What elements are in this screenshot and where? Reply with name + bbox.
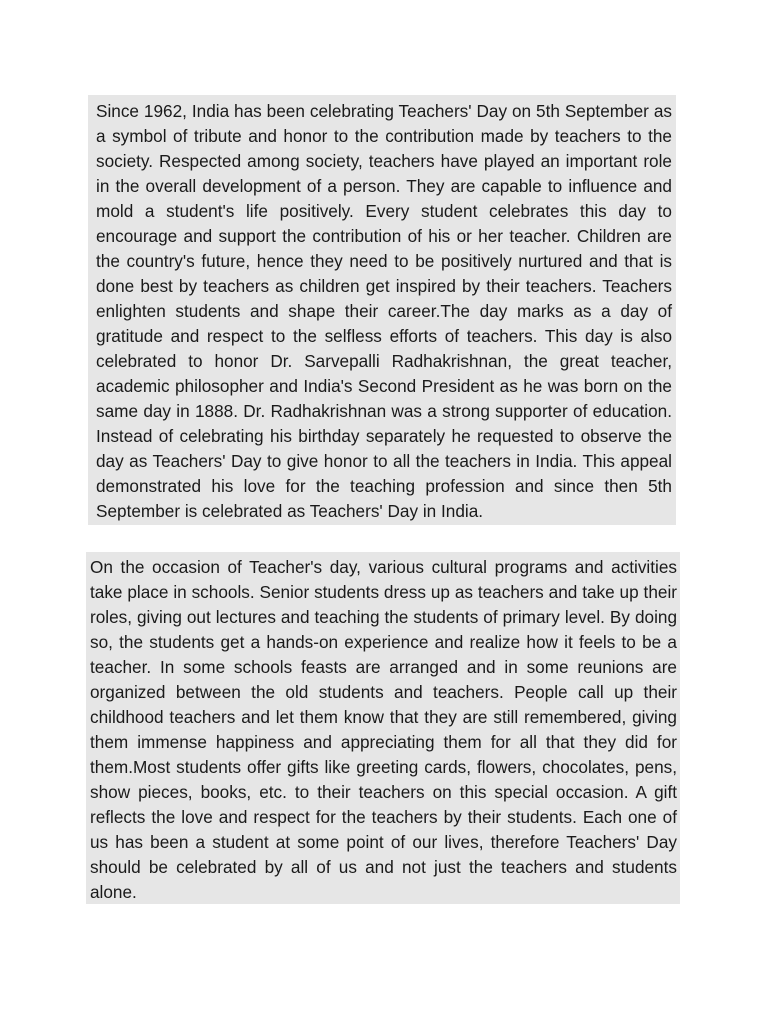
paragraph-teachers-day-celebrations: On the occasion of Teacher's day, various cultural programs and activities take place in schools. Senior students dress up as teachers and take up their roles, giving out lectures and teaching the students of primary level. By doing so, the students get a hands-on experience and realize how it feels to be a teacher. In some schools feasts are arranged and in some reunions are organized between the old students and teachers. People call up their childhood teachers and let them know that they are still remembered, giving them immense happiness and appreciating them for all that they did for them.Most students offer gifts like greeting cards, flowers, chocolates, pens, show pieces, books, etc. to their teachers on this special occasion. A gift reflects the love and respect for the teachers by their students. Each one of us has been a student at some point of our lives, therefore Teachers' Day should be celebrated by all of us and not just the teachers and students alone. [86, 552, 680, 904]
paragraph-teachers-day-history: Since 1962, India has been celebrating Teachers' Day on 5th September as a symbol of tribute and honor to the contribution made by teachers to the society. Respected among society, teachers have played an important role in the overall development of a person. They are capable to influence and mold a student's life positively. Every student celebrates this day to encourage and support the contribution of his or her teacher. Children are the country's future, hence they need to be positively nurtured and that is done best by teachers as children get inspired by their teachers. Teachers enlighten students and shape their career.The day marks as a day of gratitude and respect to the selfless efforts of teachers. This day is also celebrated to honor Dr. Sarvepalli Radhakrishnan, the great teacher, academic philosopher and India's Second President as he was born on the same day in 1888. Dr. Radhakrishnan was a strong supporter of education. Instead of celebrating his birthday separately he requested to observe the day as Teachers' Day to give honor to all the teachers in India. This appeal demonstrated his love for the teaching profession and since then 5th September is celebrated as Teachers' Day in India. [88, 95, 676, 525]
